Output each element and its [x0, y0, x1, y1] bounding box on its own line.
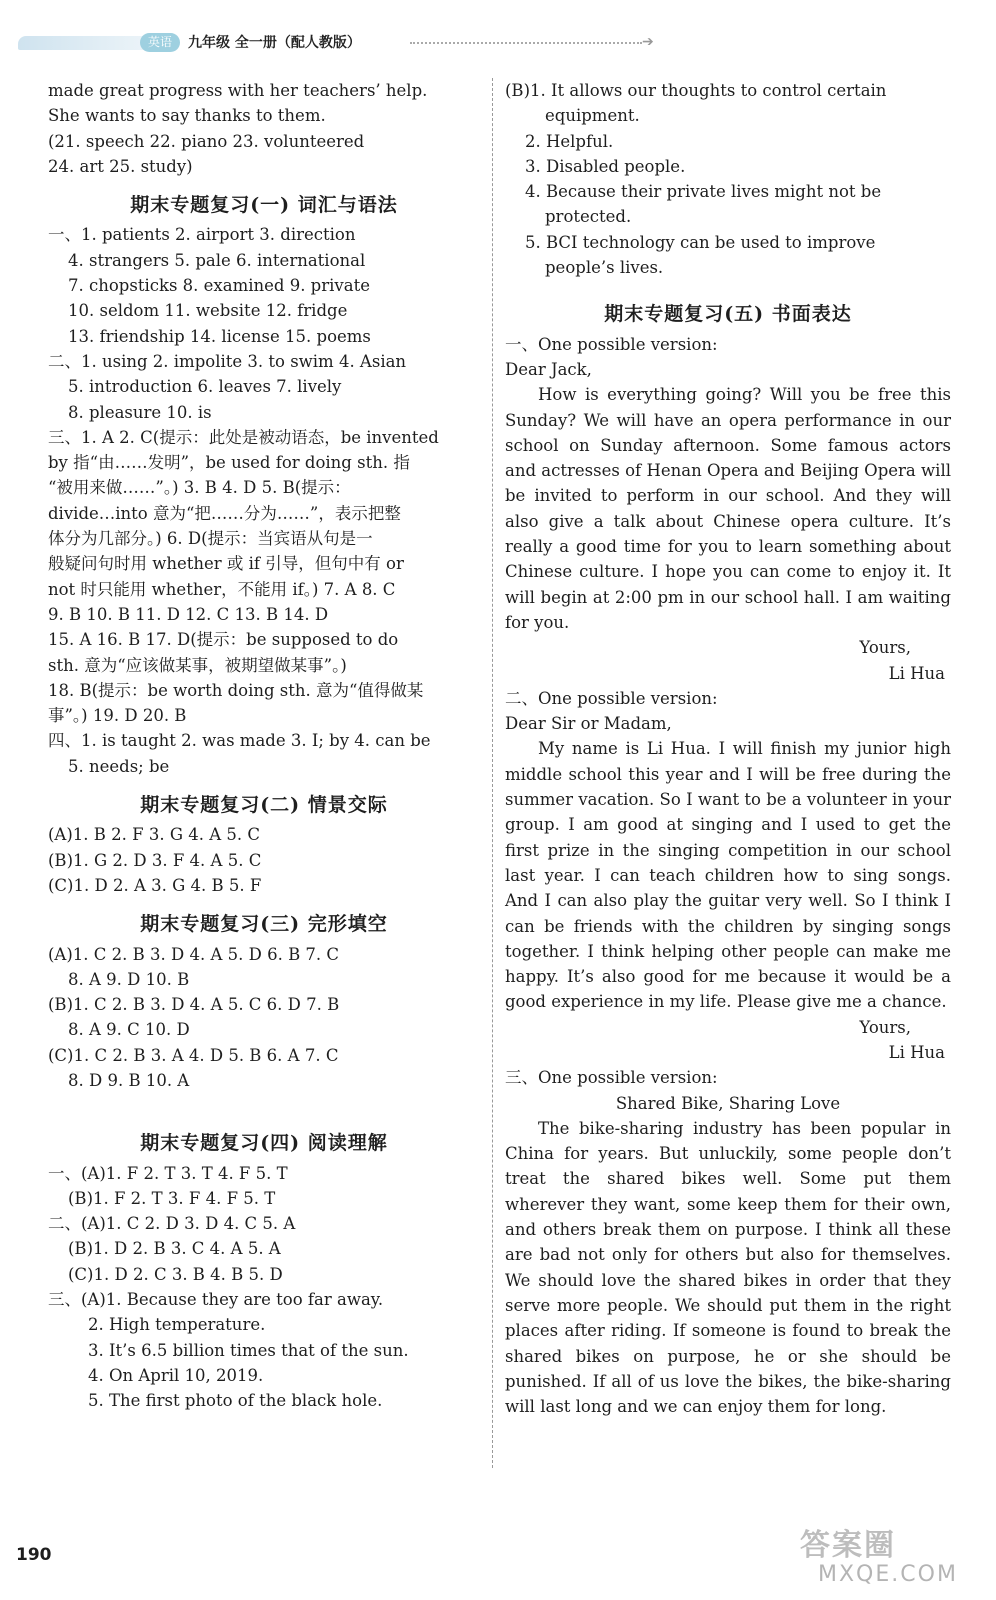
answer-line: 8. D 9. B 10. A: [68, 1070, 190, 1090]
section-title-2: 期末专题复习(二) 情景交际: [140, 794, 388, 817]
answer-line: 9. B 10. B 11. D 12. C 13. B 14. D: [48, 604, 329, 624]
left-column: [48, 78, 480, 1414]
watermark-text: 答案圈: [800, 1528, 896, 1563]
book-title: 九年级 全一册（配人教版）: [188, 35, 361, 51]
header-decoration: [18, 36, 158, 50]
answer-line: 18. B(提示：be worth doing sth. 意为“值得做某: [48, 680, 424, 700]
watermark-url: MXQE.COM: [818, 1562, 958, 1587]
answer-line: (B)1. C 2. B 3. D 4. A 5. C 6. D 7. B: [48, 995, 340, 1015]
answer-line: 7. chopsticks 8. examined 9. private: [68, 276, 370, 296]
essay-body: My name is Li Hua. I will finish my junior high middle school this year and I will be free during the summer vacation. So I want to be a volunteer in your group. I am good at singing and I used to get the first prize in the singing competition in our school last year. I can teach children how to sing songs. And I can also play the guitar very well. So I think I can be friends with the children by singing songs together. I think helping other people can make me happy. It’s also good for me because it would be a good experience in my life. Please give me a chance.: [505, 739, 951, 1012]
answer-line: 5. The first photo of the black hole.: [88, 1391, 383, 1411]
answer-line: 15. A 16. B 17. D(提示：be supposed to do: [48, 630, 399, 650]
letter-greeting: Dear Sir or Madam,: [505, 714, 672, 734]
header-dotted-line: [410, 42, 642, 44]
answer-line: (C)1. C 2. B 3. A 4. D 5. B 6. A 7. C: [48, 1045, 339, 1065]
answer-line: 二、(A)1. C 2. D 3. D 4. C 5. A: [48, 1214, 296, 1234]
answer-line: 10. seldom 11. website 12. fridge: [68, 301, 348, 321]
answer-line: (B)1. G 2. D 3. F 4. A 5. C: [48, 850, 262, 870]
answer-line: 事”。) 19. D 20. B: [48, 706, 187, 726]
essay-label: 二、One possible version:: [505, 688, 718, 708]
page-header: [18, 30, 658, 56]
answer-line: (B)1. It allows our thoughts to control certain: [505, 81, 887, 100]
answer-line: 三、1. A 2. C(提示：此处是被动语态，be invented: [48, 427, 439, 447]
intro-line: She wants to say thanks to them.: [48, 106, 326, 126]
answer-line: people’s lives.: [545, 258, 664, 278]
intro-answers: 24. art 25. study): [48, 156, 193, 176]
answer-line: 8. pleasure 10. is: [68, 402, 212, 422]
arrow-icon: ➔: [642, 34, 654, 50]
answer-line: 5. BCI technology can be used to improve: [525, 232, 876, 252]
answer-line: (A)1. B 2. F 3. G 4. A 5. C: [48, 825, 261, 845]
answer-line: 4. Because their private lives might not be: [525, 182, 882, 202]
answer-line: protected.: [545, 207, 632, 227]
watermark-logo: [800, 1520, 970, 1590]
answer-line: equipment.: [545, 106, 640, 126]
essay-label: 三、One possible version:: [505, 1068, 718, 1088]
intro-line: made great progress with her teachers’ help.: [48, 81, 428, 100]
answer-line: 四、1. is taught 2. was made 3. I; by 4. can be: [48, 731, 431, 751]
answer-line: 4. strangers 5. pale 6. international: [68, 250, 366, 270]
essay-label: 一、One possible version:: [505, 334, 718, 354]
answer-line: 三、(A)1. Because they are too far away.: [48, 1290, 384, 1310]
right-column: [505, 78, 951, 1419]
section-title-4: 期末专题复习(四) 阅读理解: [140, 1132, 388, 1155]
answer-line: 2. High temperature.: [88, 1315, 266, 1335]
letter-closing: Yours,: [859, 638, 911, 658]
answer-line: (A)1. C 2. B 3. D 4. A 5. D 6. B 7. C: [48, 944, 340, 964]
answer-line: not 时只能用 whether，不能用 if。) 7. A 8. C: [48, 579, 396, 599]
answer-line: “被用来做……”。) 3. B 4. D 5. B(提示：: [48, 478, 351, 498]
answer-line: 5. introduction 6. leaves 7. lively: [68, 377, 342, 397]
answer-line: (C)1. D 2. C 3. B 4. B 5. D: [68, 1264, 283, 1284]
answer-line: 一、(A)1. F 2. T 3. T 4. F 5. T: [48, 1163, 288, 1183]
essay-body: How is everything going? Will you be free this Sunday? We will have an opera performance in our school on Sunday afternoon. Some famous actors and actresses of Henan Opera and Beijing Opera will be invited to perform in our school. And they will also give a talk about Chinese opera culture. It’s really a good time for you to learn something about Chinese culture. I hope you can come to enjoy it. It will begin at 2:00 pm in our school hall. I am waiting for you.: [505, 385, 951, 632]
essay-title: Shared Bike, Sharing Love: [615, 1093, 841, 1113]
answer-line: sth. 意为“应该做某事，被期望做某事”。): [48, 655, 347, 675]
section-title-3: 期末专题复习(三) 完形填空: [140, 913, 388, 936]
answer-line: by 指“由……发明”，be used for doing sth. 指: [48, 453, 410, 473]
essay-body: The bike-sharing industry has been popular in China for years. But unluckily, some people don’t treat the shared bikes well. Some put them wherever they want, some keep them for their own, and others break them on purpose. I think all these are bad not only for others but also for themselves. We should love the shared bikes in order that they serve more people. We should put them in the right places after riding. If someone is found to break the shared bikes on purpose, he or she should be punished. If all of us love the bikes, the bike-sharing will last long and we can enjoy them for long.: [505, 1118, 951, 1417]
letter-signature: Li Hua: [888, 1042, 945, 1062]
answer-line: 8. A 9. C 10. D: [68, 1020, 190, 1040]
answer-line: 2. Helpful.: [525, 131, 614, 151]
answer-line: 13. friendship 14. license 15. poems: [68, 326, 371, 346]
section-title-5: 期末专题复习(五) 书面表达: [604, 303, 852, 326]
answer-line: 一、1. patients 2. airport 3. direction: [48, 225, 356, 245]
answer-line: 5. needs; be: [68, 756, 170, 776]
answer-line: (B)1. F 2. T 3. F 4. F 5. T: [68, 1188, 276, 1208]
answer-line: divide…into 意为“把……分为……”，表示把整: [48, 503, 401, 523]
answer-line: (C)1. D 2. A 3. G 4. B 5. F: [48, 875, 262, 895]
answer-line: 体分为几部分。) 6. D(提示：当宾语从句是一: [48, 529, 373, 549]
page-number: 190: [16, 1545, 52, 1565]
intro-answers: (21. speech 22. piano 23. volunteered: [48, 131, 365, 151]
letter-signature: Li Hua: [888, 663, 945, 683]
answer-line: (B)1. D 2. B 3. C 4. A 5. A: [68, 1239, 281, 1259]
answer-line: 3. It’s 6.5 billion times that of the sun.: [88, 1340, 409, 1360]
subject-badge: 英语: [140, 33, 180, 52]
answer-line: 4. On April 10, 2019.: [88, 1365, 264, 1385]
answer-line: 3. Disabled people.: [525, 156, 686, 176]
letter-closing: Yours,: [859, 1017, 911, 1037]
answer-line: 般疑问句时用 whether 或 if 引导，但句中有 or: [48, 554, 404, 574]
column-divider: [492, 78, 493, 1468]
section-title-1: 期末专题复习(一) 词汇与语法: [130, 194, 398, 217]
letter-greeting: Dear Jack,: [505, 359, 592, 379]
answer-line: 二、1. using 2. impolite 3. to swim 4. Asian: [48, 351, 407, 371]
answer-line: 8. A 9. D 10. B: [68, 969, 190, 989]
